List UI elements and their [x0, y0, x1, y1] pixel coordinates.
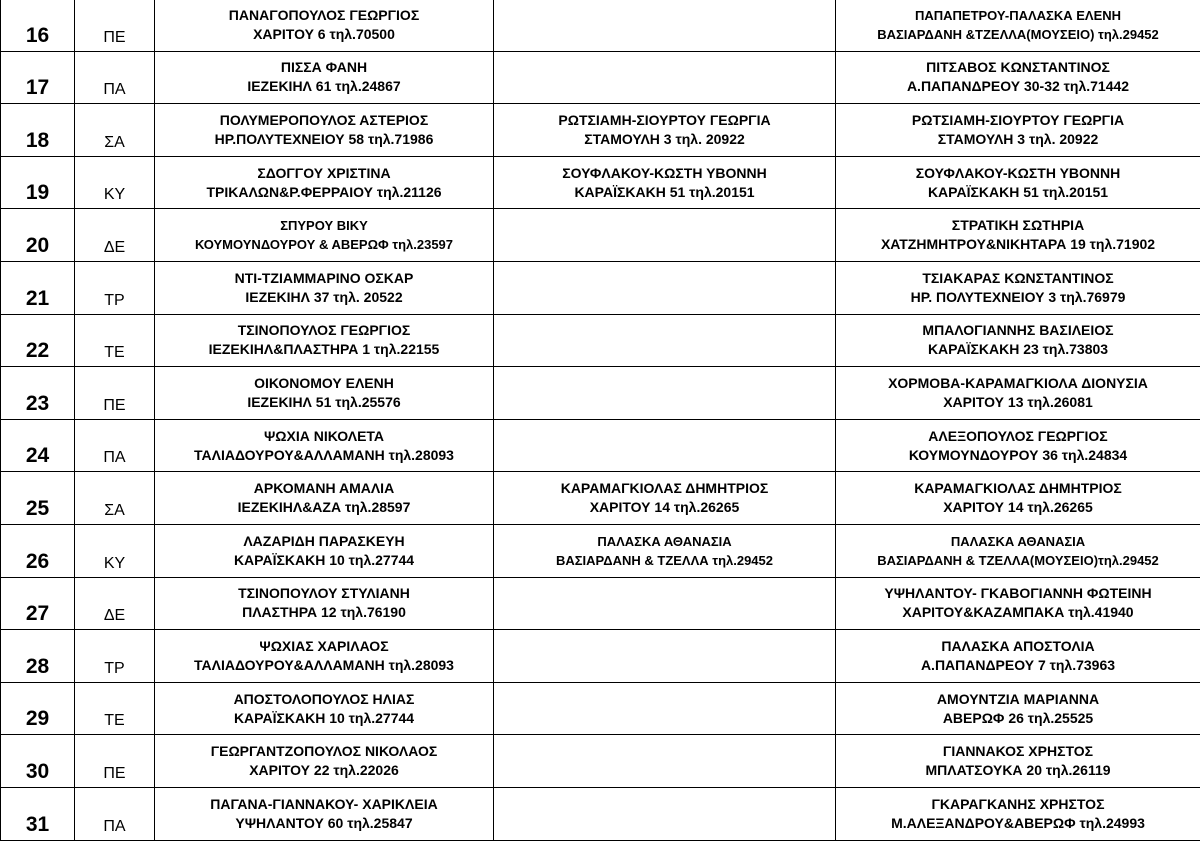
table-row: [1, 735, 1200, 788]
table-row: [1, 630, 1200, 683]
pharmacy-cell-c: [836, 419, 1200, 472]
day-number: 16: [1, 0, 75, 51]
pharmacist-name: ΠΑΛΑΣΚΑ ΑΘΑΝΑΣΙΑ: [836, 532, 1200, 551]
weekday: ΣΑ: [75, 104, 155, 157]
pharmacy-cell-c: [836, 51, 1200, 104]
pharmacy-address-phone: ΣΤΑΜΟΥΛΗ 3 τηλ. 20922: [494, 130, 835, 149]
pharmacy-cell-a: [155, 630, 494, 683]
pharmacy-address-phone: ΒΑΣΙΑΡΔΑΝΗ &ΤΖΕΛΛΑ(ΜΟΥΣΕΙΟ) τηλ.29452: [836, 25, 1200, 44]
pharmacy-cell-b: [494, 787, 836, 840]
pharmacy-address-phone: ΧΑΡΙΤΟΥ 14 τηλ.26265: [494, 498, 835, 517]
pharmacy-address-phone: ΥΨΗΛΑΝΤΟΥ 60 τηλ.25847: [155, 814, 493, 833]
table-row: [1, 0, 1200, 51]
pharmacy-cell-c: [836, 787, 1200, 840]
pharmacy-cell-b: [494, 524, 836, 577]
pharmacy-cell-c: [836, 472, 1200, 525]
pharmacist-name: ΠΑΠΑΠΕΤΡΟΥ-ΠΑΛΑΣΚΑ ΕΛΕΝΗ: [836, 6, 1200, 25]
pharmacy-cell-a: [155, 735, 494, 788]
pharmacist-name: ΧΟΡΜΟΒΑ-ΚΑΡΑΜΑΓΚΙΟΛΑ ΔΙΟΝΥΣΙΑ: [836, 374, 1200, 393]
pharmacy-cell-a: [155, 209, 494, 262]
weekday: ΠΕ: [75, 367, 155, 420]
pharmacy-cell-a: [155, 577, 494, 630]
table-row: [1, 419, 1200, 472]
weekday: ΠΑ: [75, 51, 155, 104]
pharmacy-cell-c: [836, 735, 1200, 788]
day-number: 20: [1, 209, 75, 262]
pharmacy-address-phone: ΚΑΡΑΪΣΚΑΚΗ 23 τηλ.73803: [836, 340, 1200, 359]
table-row: [1, 51, 1200, 104]
pharmacy-cell-b: [494, 472, 836, 525]
pharmacist-name: ΡΩΤΣΙΑΜΗ-ΣΙΟΥΡΤΟΥ ΓΕΩΡΓΙΑ: [494, 111, 835, 130]
table-row: [1, 367, 1200, 420]
pharmacist-name: ΤΣΙΑΚΑΡΑΣ ΚΩΝΣΤΑΝΤΙΝΟΣ: [836, 269, 1200, 288]
pharmacy-cell-c: [836, 314, 1200, 367]
day-number: 31: [1, 787, 75, 840]
day-number: 21: [1, 261, 75, 314]
pharmacy-address-phone: ΙΕΖΕΚΙΗΛ 61 τηλ.24867: [155, 77, 493, 96]
pharmacist-name: ΟΙΚΟΝΟΜΟΥ ΕΛΕΝΗ: [155, 374, 493, 393]
day-number: 22: [1, 314, 75, 367]
pharmacy-cell-b: [494, 630, 836, 683]
day-number: 17: [1, 51, 75, 104]
pharmacy-address-phone: ΙΕΖΕΚΙΗΛ&ΑΖΑ τηλ.28597: [155, 498, 493, 517]
pharmacy-cell-a: [155, 367, 494, 420]
pharmacist-name: ΠΙΣΣΑ ΦΑΝΗ: [155, 58, 493, 77]
pharmacist-name: ΠΑΛΑΣΚΑ ΑΠΟΣΤΟΛΙΑ: [836, 637, 1200, 656]
pharmacy-cell-b: [494, 0, 836, 51]
weekday: ΤΕ: [75, 314, 155, 367]
pharmacy-address-phone: Α.ΠΑΠΑΝΔΡΕΟΥ 7 τηλ.73963: [836, 656, 1200, 675]
table-row: [1, 156, 1200, 209]
pharmacy-cell-a: [155, 524, 494, 577]
pharmacy-cell-a: [155, 472, 494, 525]
pharmacy-address-phone: ΚΑΡΑΪΣΚΑΚΗ 51 τηλ.20151: [836, 183, 1200, 202]
pharmacist-name: ΣΔΟΓΓΟΥ ΧΡΙΣΤΙΝΑ: [155, 164, 493, 183]
day-number: 30: [1, 735, 75, 788]
pharmacy-address-phone: ΑΒΕΡΩΦ 26 τηλ.25525: [836, 709, 1200, 728]
pharmacy-cell-c: [836, 104, 1200, 157]
weekday: ΤΡ: [75, 261, 155, 314]
pharmacist-name: ΨΩΧΙΑΣ ΧΑΡΙΛΑΟΣ: [155, 637, 493, 656]
pharmacy-address-phone: ΧΑΡΙΤΟΥ 13 τηλ.26081: [836, 393, 1200, 412]
pharmacy-address-phone: ΚΟΥΜΟΥΝΔΟΥΡΟΥ 36 τηλ.24834: [836, 446, 1200, 465]
table-row: [1, 577, 1200, 630]
pharmacy-cell-a: [155, 0, 494, 51]
table-row: [1, 314, 1200, 367]
pharmacy-address-phone: ΚΑΡΑΪΣΚΑΚΗ 10 τηλ.27744: [155, 551, 493, 570]
pharmacy-address-phone: ΧΑΡΙΤΟΥ&ΚΑΖΑΜΠΑΚΑ τηλ.41940: [836, 603, 1200, 622]
pharmacy-address-phone: ΜΠΛΑΤΣΟΥΚΑ 20 τηλ.26119: [836, 761, 1200, 780]
weekday: ΤΕ: [75, 682, 155, 735]
pharmacist-name: ΜΠΑΛΟΓΙΑΝΝΗΣ ΒΑΣΙΛΕΙΟΣ: [836, 321, 1200, 340]
day-number: 18: [1, 104, 75, 157]
pharmacy-cell-c: [836, 367, 1200, 420]
pharmacist-name: ΝΤΙ-ΤΖΙΑΜΜΑΡΙΝΟ ΟΣΚΑΡ: [155, 269, 493, 288]
pharmacy-cell-b: [494, 51, 836, 104]
table-row: [1, 472, 1200, 525]
pharmacy-cell-b: [494, 735, 836, 788]
day-number: 24: [1, 419, 75, 472]
weekday: ΠΕ: [75, 0, 155, 51]
weekday: ΔΕ: [75, 209, 155, 262]
weekday: ΔΕ: [75, 577, 155, 630]
table-row: [1, 524, 1200, 577]
pharmacy-address-phone: ΧΑΡΙΤΟΥ 22 τηλ.22026: [155, 761, 493, 780]
weekday: ΠΕ: [75, 735, 155, 788]
pharmacist-name: ΓΙΑΝΝΑΚΟΣ ΧΡΗΣΤΟΣ: [836, 742, 1200, 761]
pharmacy-cell-c: [836, 682, 1200, 735]
pharmacist-name: ΑΠΟΣΤΟΛΟΠΟΥΛΟΣ ΗΛΙΑΣ: [155, 690, 493, 709]
pharmacist-name: ΡΩΤΣΙΑΜΗ-ΣΙΟΥΡΤΟΥ ΓΕΩΡΓΙΑ: [836, 111, 1200, 130]
pharmacy-address-phone: ΚΑΡΑΪΣΚΑΚΗ 10 τηλ.27744: [155, 709, 493, 728]
pharmacist-name: ΨΩΧΙΑ ΝΙΚΟΛΕΤΑ: [155, 427, 493, 446]
pharmacy-address-phone: ΒΑΣΙΑΡΔΑΝΗ & ΤΖΕΛΛΑ τηλ.29452: [494, 551, 835, 570]
pharmacist-name: ΠΑΝΑΓΟΠΟΥΛΟΣ ΓΕΩΡΓΙΟΣ: [155, 6, 493, 25]
pharmacy-address-phone: ΙΕΖΕΚΙΗΛ 51 τηλ.25576: [155, 393, 493, 412]
pharmacy-cell-c: [836, 261, 1200, 314]
weekday: ΚΥ: [75, 524, 155, 577]
pharmacy-cell-b: [494, 104, 836, 157]
pharmacy-cell-c: [836, 209, 1200, 262]
pharmacy-cell-a: [155, 682, 494, 735]
pharmacy-cell-c: [836, 630, 1200, 683]
pharmacy-address-phone: ΤΑΛΙΑΔΟΥΡΟΥ&ΑΛΛΑΜΑΝΗ τηλ.28093: [155, 446, 493, 465]
pharmacy-cell-b: [494, 419, 836, 472]
weekday: ΠΑ: [75, 787, 155, 840]
day-number: 19: [1, 156, 75, 209]
pharmacy-cell-c: [836, 577, 1200, 630]
weekday: ΤΡ: [75, 630, 155, 683]
pharmacy-address-phone: ΗΡ. ΠΟΛΥΤΕΧΝΕΙΟΥ 3 τηλ.76979: [836, 288, 1200, 307]
pharmacy-cell-c: [836, 156, 1200, 209]
pharmacist-name: ΤΣΙΝΟΠΟΥΛΟΣ ΓΕΩΡΓΙΟΣ: [155, 321, 493, 340]
pharmacy-address-phone: ΚΟΥΜΟΥΝΔΟΥΡΟΥ & ΑΒΕΡΩΦ τηλ.23597: [155, 235, 493, 254]
pharmacy-address-phone: ΒΑΣΙΑΡΔΑΝΗ & ΤΖΕΛΛΑ(ΜΟΥΣΕΙΟ)τηλ.29452: [836, 551, 1200, 570]
day-number: 27: [1, 577, 75, 630]
pharmacy-address-phone: Α.ΠΑΠΑΝΔΡΕΟΥ 30-32 τηλ.71442: [836, 77, 1200, 96]
day-number: 25: [1, 472, 75, 525]
pharmacy-address-phone: ΙΕΖΕΚΙΗΛ 37 τηλ. 20522: [155, 288, 493, 307]
weekday: ΚΥ: [75, 156, 155, 209]
pharmacy-cell-b: [494, 577, 836, 630]
pharmacist-name: ΑΜΟΥΝΤΖΙΑ ΜΑΡΙΑΝΝΑ: [836, 690, 1200, 709]
pharmacy-address-phone: ΣΤΑΜΟΥΛΗ 3 τηλ. 20922: [836, 130, 1200, 149]
pharmacy-cell-b: [494, 261, 836, 314]
pharmacy-address-phone: ΚΑΡΑΪΣΚΑΚΗ 51 τηλ.20151: [494, 183, 835, 202]
day-number: 23: [1, 367, 75, 420]
pharmacist-name: ΣΟΥΦΛΑΚΟΥ-ΚΩΣΤΗ ΥΒΟΝΝΗ: [836, 164, 1200, 183]
pharmacist-name: ΠΑΛΑΣΚΑ ΑΘΑΝΑΣΙΑ: [494, 532, 835, 551]
pharmacy-cell-a: [155, 104, 494, 157]
pharmacy-cell-a: [155, 314, 494, 367]
pharmacist-name: ΑΛΕΞΟΠΟΥΛΟΣ ΓΕΩΡΓΙΟΣ: [836, 427, 1200, 446]
pharmacy-cell-c: [836, 0, 1200, 51]
pharmacist-name: ΣΟΥΦΛΑΚΟΥ-ΚΩΣΤΗ ΥΒΟΝΝΗ: [494, 164, 835, 183]
table-row: [1, 209, 1200, 262]
pharmacy-address-phone: ΧΑΡΙΤΟΥ 6 τηλ.70500: [155, 25, 493, 44]
pharmacist-name: ΓΕΩΡΓΑΝΤΖΟΠΟΥΛΟΣ ΝΙΚΟΛΑΟΣ: [155, 742, 493, 761]
pharmacy-cell-b: [494, 367, 836, 420]
pharmacist-name: ΠΑΓΑΝΑ-ΓΙΑΝΝΑΚΟΥ- ΧΑΡΙΚΛΕΙΑ: [155, 795, 493, 814]
pharmacist-name: ΠΙΤΣΑΒΟΣ ΚΩΝΣΤΑΝΤΙΝΟΣ: [836, 58, 1200, 77]
pharmacist-name: ΥΨΗΛΑΝΤΟΥ- ΓΚΑΒΟΓΙΑΝΝΗ ΦΩΤΕΙΝΗ: [836, 584, 1200, 603]
pharmacy-cell-b: [494, 314, 836, 367]
table-row: [1, 104, 1200, 157]
table-row: [1, 261, 1200, 314]
pharmacist-name: ΛΑΖΑΡΙΔΗ ΠΑΡΑΣΚΕΥΗ: [155, 532, 493, 551]
pharmacy-cell-b: [494, 156, 836, 209]
day-number: 28: [1, 630, 75, 683]
pharmacy-address-phone: Μ.ΑΛΕΞΑΝΔΡΟΥ&ΑΒΕΡΩΦ τηλ.24993: [836, 814, 1200, 833]
pharmacy-address-phone: ΤΑΛΙΑΔΟΥΡΟΥ&ΑΛΛΑΜΑΝΗ τηλ.28093: [155, 656, 493, 675]
table-row: [1, 682, 1200, 735]
table-row: [1, 787, 1200, 840]
pharmacist-name: ΤΣΙΝΟΠΟΥΛΟΥ ΣΤΥΛΙΑΝΗ: [155, 584, 493, 603]
pharmacy-cell-a: [155, 51, 494, 104]
pharmacy-cell-a: [155, 261, 494, 314]
pharmacy-cell-b: [494, 682, 836, 735]
pharmacy-cell-a: [155, 156, 494, 209]
pharmacist-name: ΚΑΡΑΜΑΓΚΙΟΛΑΣ ΔΗΜΗΤΡΙΟΣ: [494, 479, 835, 498]
pharmacy-address-phone: ΤΡΙΚΑΛΩΝ&Ρ.ΦΕΡΡΑΙΟΥ τηλ.21126: [155, 183, 493, 202]
pharmacy-address-phone: ΧΑΡΙΤΟΥ 14 τηλ.26265: [836, 498, 1200, 517]
pharmacist-name: ΣΠΥΡΟΥ ΒΙΚΥ: [155, 216, 493, 235]
table-body: [1, 0, 1200, 840]
weekday: ΣΑ: [75, 472, 155, 525]
weekday: ΠΑ: [75, 419, 155, 472]
pharmacy-address-phone: ΙΕΖΕΚΙΗΛ&ΠΛΑΣΤΗΡΑ 1 τηλ.22155: [155, 340, 493, 359]
pharmacist-name: ΠΟΛΥΜΕΡΟΠΟΥΛΟΣ ΑΣΤΕΡΙΟΣ: [155, 111, 493, 130]
pharmacy-cell-a: [155, 419, 494, 472]
pharmacy-cell-a: [155, 787, 494, 840]
pharmacist-name: ΓΚΑΡΑΓΚΑΝΗΣ ΧΡΗΣΤΟΣ: [836, 795, 1200, 814]
pharmacy-address-phone: ΠΛΑΣΤΗΡΑ 12 τηλ.76190: [155, 603, 493, 622]
day-number: 26: [1, 524, 75, 577]
pharmacist-name: ΑΡΚΟΜΑΝΗ ΑΜΑΛΙΑ: [155, 479, 493, 498]
pharmacist-name: ΚΑΡΑΜΑΓΚΙΟΛΑΣ ΔΗΜΗΤΡΙΟΣ: [836, 479, 1200, 498]
day-number: 29: [1, 682, 75, 735]
pharmacy-cell-b: [494, 209, 836, 262]
pharmacy-address-phone: ΧΑΤΖΗΜΗΤΡΟΥ&ΝΙΚΗΤΑΡΑ 19 τηλ.71902: [836, 235, 1200, 254]
pharmacy-cell-c: [836, 524, 1200, 577]
pharmacist-name: ΣΤΡΑΤΙΚΗ ΣΩΤΗΡΙΑ: [836, 216, 1200, 235]
pharmacy-address-phone: ΗΡ.ΠΟΛΥΤΕΧΝΕΙΟΥ 58 τηλ.71986: [155, 130, 493, 149]
